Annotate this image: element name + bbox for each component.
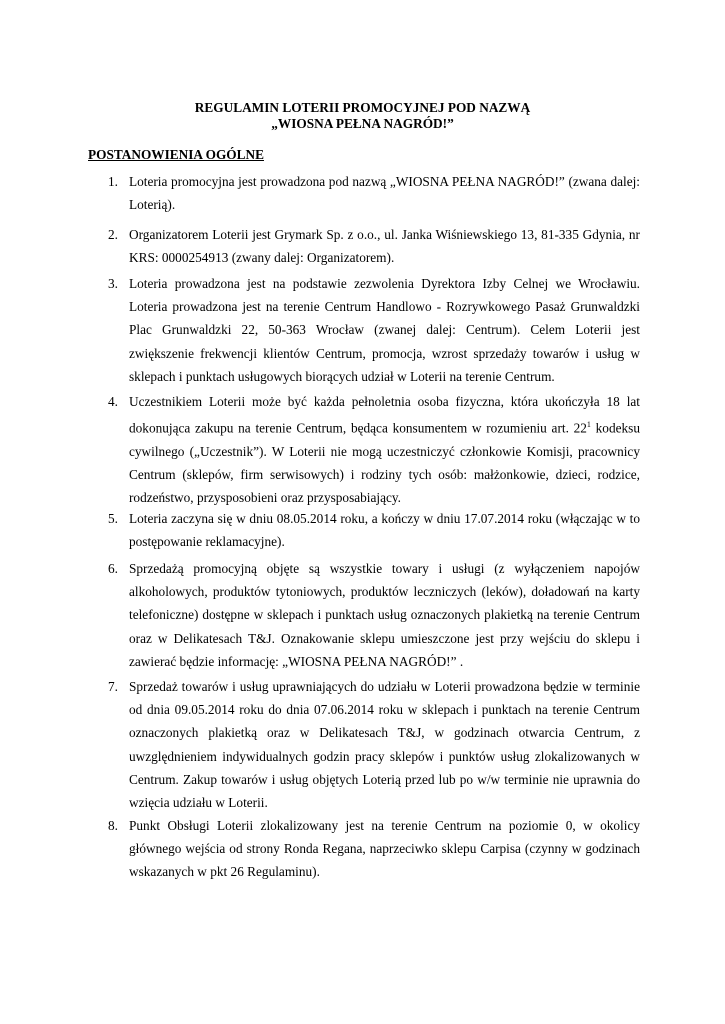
list-item-text-part: kodeksu cywilnego („Uczestnik”). W Loterii nie mogą uczestniczyć członkowie Komisji, pracownicy Centrum (sklepów, firm serwisowych) i rodziny tych osób: małżonkowie, dzieci, rodzice, rodzeństwo, przysposobieni oraz przysposabiający. (129, 420, 640, 506)
list-item-text: Loteria prowadzona jest na podstawie zezwolenia Dyrektora Izby Celnej we Wrocławiu. Loteria prowadzona jest na terenie Centrum Handlowo - Rozrywkowego Pasaż Grunwaldzki Plac Grunwaldzki 22, 50-363 Wrocław (zwanej dalej: Centrum). Celem Loterii jest zwiększenie frekwencji klientów Centrum, promocja, wzrost sprzedaży towarów i usług w sklepach i punktach usługowych biorących udział w Loterii na terenie Centrum. (129, 276, 640, 384)
section-heading: POSTANOWIENIA OGÓLNE (88, 147, 264, 162)
list-item-text: Punkt Obsługi Loterii zlokalizowany jest na terenie Centrum na poziomie 0, w okolicy głównego wejścia od strony Ronda Regana, naprzeciwko sklepu Carpisa (czynny w godzinach wskazanych w pkt 26 Regulaminu). (129, 818, 640, 880)
list-item-number: 1. (108, 174, 118, 189)
list-item-7 (88, 675, 640, 814)
list-item-number: 7. (108, 679, 118, 694)
list-item-number: 3. (108, 276, 118, 291)
list-item-number: 6. (108, 561, 118, 576)
list-item-text: Loteria zaczyna się w dniu 08.05.2014 roku, a kończy w dniu 17.07.2014 roku (włączając w to postępowanie reklamacyjne). (129, 511, 640, 550)
list-item-number: 5. (108, 511, 118, 526)
list-item-text: Organizatorem Loterii jest Grymark Sp. z o.o., ul. Janka Wiśniewskiego 13, 81-335 Gdynia, nr KRS: 0000254913 (zwany dalej: Organizatorem). (129, 227, 640, 266)
footnote-superscript: 1 (586, 420, 591, 430)
list-item-4 (88, 390, 640, 509)
document-title-line-2: „WIOSNA PEŁNA NAGRÓD!” (271, 116, 454, 131)
list-item-2 (88, 223, 640, 269)
list-item-text (129, 390, 640, 509)
list-item-6 (88, 557, 640, 673)
list-item-8 (88, 814, 640, 884)
list-item-3 (88, 272, 640, 388)
list-item-text: Sprzedaż towarów i usług uprawniających do udziału w Loterii prowadzona będzie w terminie od dnia 09.05.2014 roku do dnia 07.06.2014 roku w sklepach i punktach na terenie Centrum oznaczonych plakietką oraz w Delikatesach T&J, w godzinach otwarcia Centrum, z uwzględnieniem indywidualnych godzin pracy sklepów i punktów usług zlokalizowanych w Centrum. Zakup towarów i usług objętych Loterią przed lub po w/w terminie nie uprawnia do wzięcia udziału w Loterii. (129, 679, 640, 811)
list-item-1 (88, 170, 640, 216)
list-item-text: Loteria promocyjna jest prowadzona pod nazwą „WIOSNA PEŁNA NAGRÓD!” (zwana dalej: Loterią). (129, 174, 640, 213)
list-item-number: 4. (108, 394, 118, 409)
list-item-number: 8. (108, 818, 118, 833)
list-item-text: Sprzedażą promocyjną objęte są wszystkie towary i usługi (z wyłączeniem napojów alkoholowych, produktów tytoniowych, produktów leczniczych (leków), doładowań na karty telefoniczne) dostępne w sklepach i punktach usług oznaczonych plakietką na terenie Centrum oraz w Delikatesach T&J. Oznakowanie sklepu umieszczone jest przy wejściu do sklepu i zawierać będzie informację: „WIOSNA PEŁNA NAGRÓD!” . (129, 561, 640, 669)
document-title-line-1: REGULAMIN LOTERII PROMOCYJNEJ POD NAZWĄ (194, 100, 531, 115)
list-item-number: 2. (108, 227, 118, 242)
list-item-5 (88, 507, 640, 553)
list-item-text-part: Uczestnikiem Loterii może być każda pełnoletnia osoba fizyczna, która ukończyła 18 lat dokonująca zakupu na terenie Centrum, będąca konsumentem w rozumieniu art. 22 (129, 394, 640, 436)
